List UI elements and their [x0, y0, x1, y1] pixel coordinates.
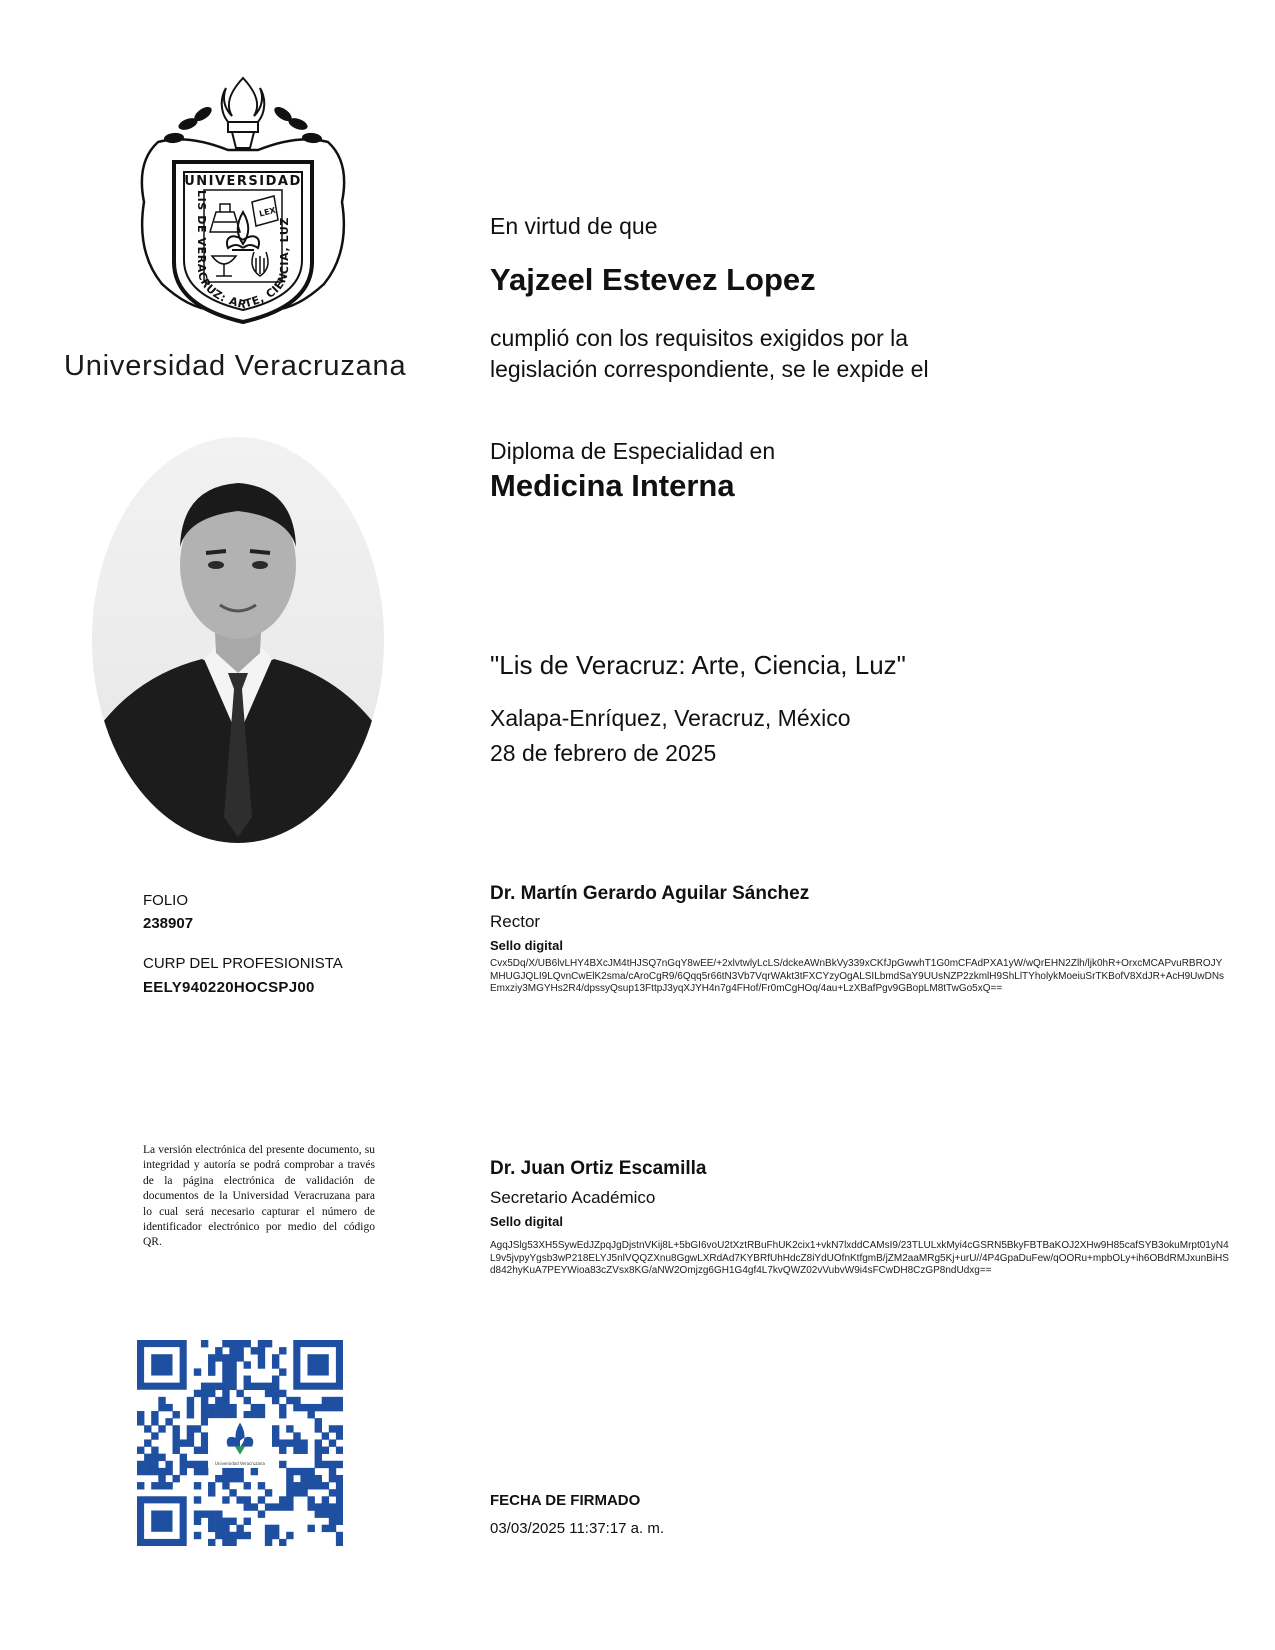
torch-icon — [222, 78, 265, 148]
validation-qr-code[interactable] — [137, 1340, 343, 1546]
verification-note: La versión electrónica del presente documento, su integridad y autoría se podrá comprobar a través de la página electrónica de validación de documentos de la Universidad Veracruzana para lo cual será necesario capturar el número de identificador electrónico por medio del código QR. — [143, 1144, 375, 1249]
graduate-name: Yajzeel Estevez Lopez — [490, 262, 816, 297]
qr-finder-top-right — [293, 1340, 343, 1390]
certificate-intro: En virtud de que — [490, 213, 658, 239]
folio-label: FOLIO — [143, 892, 189, 909]
rector-seal-label: Sello digital — [490, 938, 563, 953]
issue-date: 28 de febrero de 2025 — [490, 740, 717, 766]
uv-logo-icon — [208, 1418, 272, 1468]
secretary-name: Dr. Juan Ortiz Escamilla — [490, 1158, 707, 1179]
folio-value: 238907 — [143, 915, 194, 932]
requirements-line-2: legislación correspondiente, se le expide el — [490, 356, 929, 382]
rector-role: Rector — [490, 912, 541, 931]
university-name: Universidad Veracruzana — [64, 350, 407, 382]
qr-finder-bottom-left — [137, 1496, 187, 1546]
svg-text:UNIVERSIDAD: UNIVERSIDAD — [184, 174, 302, 189]
university-crest — [128, 72, 358, 342]
svg-text:LIS DE VERACRUZ: ARTE, CIENCIA: LIS DE VERACRUZ: ARTE, CIENCIA, LUZ — [194, 189, 292, 312]
diploma-label: Diploma de Especialidad en — [490, 438, 776, 464]
rector-name: Dr. Martín Gerardo Aguilar Sánchez — [490, 883, 810, 904]
curp-label: CURP DEL PROFESIONISTA — [143, 955, 343, 972]
secretary-seal-label: Sello digital — [490, 1214, 563, 1229]
specialty-title: Medicina Interna — [490, 468, 735, 503]
signing-date-value: 03/03/2025 11:37:17 a. m. — [490, 1520, 665, 1537]
rector-digital-seal: Cvx5Dq/X/UB6lvLHY4BXcJM4tHJSQ7nGqY8wEE/+2xlvtwlyLcLS/dckeAWnBkVy339xCKfJpGwwhT1G0mCFAdPXA1yW/wQrEHN2Zlh/ljk0hR+OrxcMCAPvuRBROJYMHUGJQLI9LQvnCwElK2sma/cAroCgR9/6Qqq5r66tN3Vb7VqrWAkt3tFXCYzyOgALSILbmdSaY9UUsNZP2zkmlH9ShLlTYholykMoeiuSrTKBofV8XdJR+AcH9UwDNsEmxziy3MGYHs2R4/dpssyQsup13FttpJ3yqXJYH4n7g4FHof/Fr0mCgHOq/4au+LzXBafPgv9GBopLM8tTwGo5xQ== — [490, 958, 1225, 994]
qr-logo-text: Universidad Veracruzana — [215, 1461, 265, 1467]
qr-finder-top-left — [137, 1340, 187, 1390]
university-motto: "Lis de Veracruz: Arte, Ciencia, Luz" — [490, 650, 906, 680]
graduate-photo — [92, 437, 384, 844]
signing-date-label: FECHA DE FIRMADO — [490, 1492, 641, 1509]
secretary-role: Secretario Académico — [490, 1188, 656, 1207]
svg-text:LEX: LEX — [258, 205, 277, 219]
requirements-line-1: cumplió con los requisitos exigidos por la — [490, 325, 909, 351]
curp-value: EELY940220HOCSPJ00 — [143, 979, 315, 996]
secretary-digital-seal: AgqJSlg53XH5SywEdJZpqJgDjstnVKij8L+5bGI6voU2tXztRBuFhUK2cix1+vkN7lxddCAMsI9/23TLULxkMyi4cGSRN5BkyFBTBaKOJ2XHw9H85cafSYB3okuMrpt01yN4L9v5jvpyYgsb3wP218ELYJ5nlVQQZXnu8GgwLXRdAd7KYBRfUhHdcZ8iYdUOfnKtfgmB/jZM2aaMRg5Kj+urU//4P4GpaDuFew/qOORu+mpbOLy+ih6OBdRMJxunBiHSd842hyKuA7PEYWioa83cZVsx8KG/aNW2Omjzg6GH1G4gf4L7kvQWZ02vVubvW9i4sFCwDH8CzGP8ndUdxg== — [490, 1240, 1229, 1276]
issue-city: Xalapa-Enríquez, Veracruz, México — [490, 705, 851, 731]
